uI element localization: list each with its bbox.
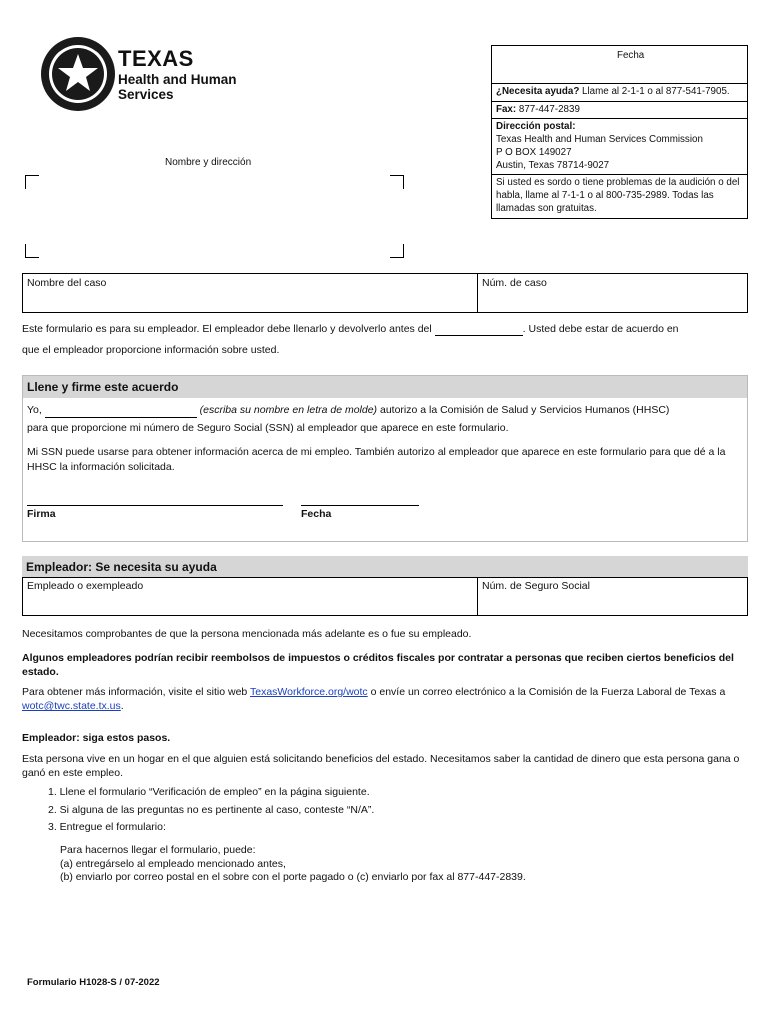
fax-title: Fax: — [496, 103, 517, 115]
list-item: 1. Llene el formulario “Verificación de empleo” en la página siguiente. — [48, 786, 370, 798]
agency-name — [118, 48, 237, 101]
signature-date-field[interactable] — [301, 505, 419, 522]
help-text: Llame al 2-1-1 o al 877-541-7905. — [579, 86, 730, 97]
address-label: Nombre y dirección — [165, 157, 252, 168]
due-date-blank[interactable] — [435, 335, 523, 336]
employer-header: Empleador: Se necesita su ayuda — [22, 556, 748, 578]
mail-row — [492, 119, 747, 175]
address-corner-mark — [390, 244, 404, 258]
intro-text-2: . Usted debe estar de acuerdo en — [522, 323, 679, 335]
case-number-label: Núm. de caso — [482, 277, 547, 289]
help-title: ¿Necesita ayuda? — [496, 86, 580, 97]
logo-line-texas: TEXAS — [118, 46, 194, 71]
name-blank[interactable] — [45, 417, 197, 418]
employee-row — [22, 577, 748, 616]
mail-line-3: Austin, Texas 78714-9027 — [496, 159, 610, 171]
texasworkforce-link[interactable]: TexasWorkforce.org/wotc — [250, 686, 368, 698]
steps-title: Empleador: siga estos pasos. — [22, 732, 171, 744]
intro-line-1 — [22, 322, 748, 336]
delivery-intro: Para hacernos llegar el formulario, puede: — [60, 844, 256, 856]
signature-date-label: Fecha — [301, 507, 332, 520]
mail-title: Dirección postal: — [496, 121, 576, 133]
agreement-text: autorizo a la Comisión de Salud y Servicios Humanos (HHSC) — [377, 404, 670, 416]
more-info-text: Para obtener más información, visite el sitio web — [22, 686, 250, 698]
date-label: Fecha — [617, 50, 645, 61]
help-row — [492, 84, 747, 102]
wotc-email-link[interactable]: wotc@twc.state.tx.us — [22, 700, 121, 713]
employer-paragraph-3 — [22, 685, 748, 713]
form-number: Formulario H1028-S / 07-2022 — [27, 977, 160, 988]
list-item: 3. Entregue el formulario: — [48, 821, 166, 834]
signature-label: Firma — [27, 507, 56, 520]
mail-line-1: Texas Health and Human Services Commission — [496, 134, 703, 146]
employer-paragraph-4: Esta persona vive en un hogar en el que alguien está solicitando beneficios del estado. Necesitamos saber la cantidad de dinero que esta persona gana o ganó en este empleo. — [22, 753, 740, 780]
agreement-section — [22, 375, 748, 542]
logo-line-health: Health and Human — [118, 72, 237, 87]
yo-label: Yo, — [27, 404, 42, 416]
more-info-text-2: o envíe un correo electrónico a la Comisión de la Fuerza Laboral de Texas a — [367, 686, 726, 698]
ssn-field[interactable] — [478, 578, 747, 615]
employer-paragraph-2: Algunos empleadores podrían recibir reembolsos de impuestos o créditos fiscales por contratar a personas que reciben ciertos beneficios del estado. — [22, 652, 734, 679]
list-item: 2. Si alguna de las preguntas no es pertinente al caso, conteste “N/A”. — [48, 803, 375, 816]
fax-number: 877-447-2839 — [516, 103, 580, 115]
deaf-notice: Si usted es sordo o tiene problemas de la audición o del habla, llame al 7-1-1 o al 800-735-2989. Todas las llamadas son gratuitas. — [496, 177, 740, 214]
ssn-label: Núm. de Seguro Social — [482, 580, 590, 592]
delivery-option-b-c: (b) enviarlo por correo postal en el sobre con el porte pagado o (c) enviarlo por fax al 877-447-2839. — [60, 871, 526, 884]
info-box — [491, 45, 748, 219]
signature-field[interactable] — [27, 505, 283, 522]
address-corner-mark — [390, 175, 404, 189]
logo-line-services: Services — [118, 86, 174, 102]
address-corner-mark — [25, 175, 39, 189]
steps-list — [48, 785, 374, 838]
mail-line-2: P O BOX 149027 — [496, 146, 572, 158]
case-name-label: Nombre del caso — [27, 277, 107, 289]
date-field[interactable] — [492, 46, 747, 84]
employee-field[interactable] — [23, 578, 478, 615]
intro-line-2: que el empleador proporcione información sobre usted. — [22, 344, 280, 356]
address-corner-mark — [25, 244, 39, 258]
case-name-field[interactable] — [23, 274, 478, 312]
employer-paragraph-1: Necesitamos comprobantes de que la persona mencionada más adelante es o fue su empleado. — [22, 628, 472, 640]
agreement-line-1 — [27, 403, 743, 418]
case-number-field[interactable] — [478, 274, 747, 312]
agreement-line-2: para que proporcione mi número de Seguro Social (SSN) al empleador que aparece en este formulario. — [27, 421, 509, 434]
employee-label: Empleado o exempleado — [27, 580, 144, 592]
fax-row — [492, 102, 747, 120]
delivery-options — [60, 844, 526, 885]
intro-text: Este formulario es para su empleador. El empleador debe llenarlo y devolverlo antes del — [22, 323, 432, 335]
agreement-paragraph: Mi SSN puede usarse para obtener información acerca de mi empleo. También autorizo al empleador que aparece en este formulario para que dé a la HHSC la información solicitada. — [27, 446, 726, 474]
name-instruction: (escriba su nombre en letra de molde) — [199, 404, 378, 416]
more-info-period: . — [120, 700, 124, 713]
case-row — [22, 273, 748, 313]
delivery-option-a: (a) entregárselo al empleado mencionado antes, — [60, 857, 286, 870]
agreement-header: Llene y firme este acuerdo — [23, 375, 747, 398]
